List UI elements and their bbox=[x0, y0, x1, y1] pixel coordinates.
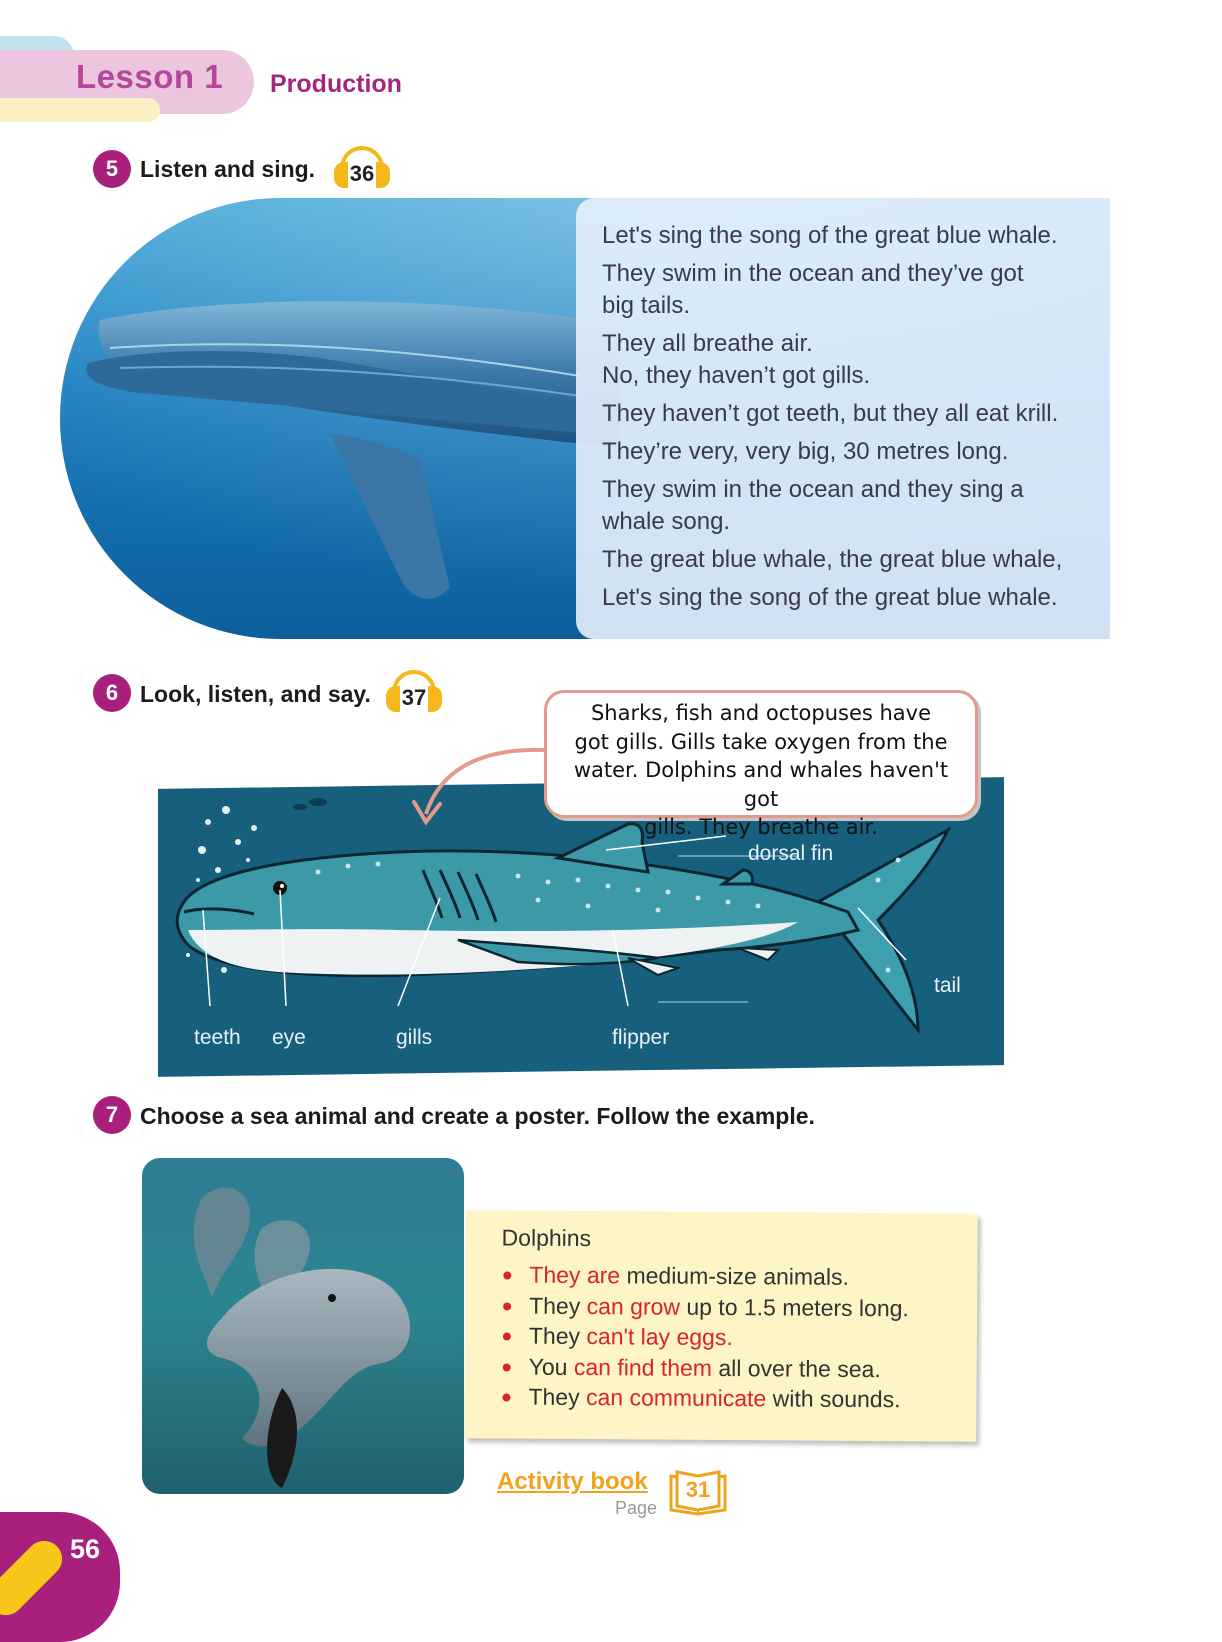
lyric-line: Let's sing the song of the great blue whale. bbox=[602, 222, 1058, 249]
activity-6-number: 6 bbox=[93, 674, 131, 712]
label-tail: tail bbox=[934, 974, 961, 997]
label-teeth: teeth bbox=[194, 1026, 241, 1049]
song-lyrics bbox=[576, 198, 1110, 639]
label-dorsal-fin: dorsal fin bbox=[748, 842, 834, 865]
callout-arrow-icon bbox=[410, 730, 550, 830]
section-title: Production bbox=[270, 70, 402, 98]
lyric-line: They haven’t got teeth, but they all eat krill. bbox=[602, 400, 1059, 427]
lyric-line: No, they haven’t got gills. bbox=[602, 362, 871, 389]
activity-6-instruction: Look, listen, and say. bbox=[140, 681, 371, 707]
header-stripe-yellow bbox=[0, 98, 160, 122]
activity-book-page-label: Page bbox=[615, 1498, 658, 1518]
callout-line: gills. They breathe air. bbox=[644, 815, 878, 839]
lyric-line: big tails. bbox=[602, 292, 691, 319]
dolphins-poster-card bbox=[464, 1210, 978, 1442]
list-item: You can find them all over the sea. bbox=[501, 1351, 977, 1385]
list-item: They can't lay eggs. bbox=[501, 1320, 977, 1354]
callout-line: water. Dolphins and whales haven't got bbox=[573, 758, 949, 811]
list-item: They are medium-size animals. bbox=[501, 1259, 977, 1293]
audio-track-number: 37 bbox=[401, 685, 427, 710]
lyric-line: They swim in the ocean and they’ve got bbox=[602, 260, 1024, 287]
activity-7-number: 7 bbox=[93, 1096, 131, 1134]
list-item: They can grow up to 1.5 meters long. bbox=[501, 1290, 977, 1324]
page-number: 56 bbox=[70, 1534, 101, 1564]
audio-track-number: 36 bbox=[349, 161, 375, 186]
activity-7-instruction: Choose a sea animal and create a poster. Follow the example. bbox=[140, 1103, 815, 1129]
list-item: They can communicate with sounds. bbox=[500, 1381, 976, 1415]
lyric-line: whale song. bbox=[602, 508, 731, 535]
audio-track-36-button[interactable] bbox=[332, 144, 392, 190]
gills-fact-callout bbox=[544, 690, 978, 839]
callout-line: got gills. Gills take oxygen from the bbox=[574, 729, 948, 754]
lyric-line: The great blue whale, the great blue whale, bbox=[602, 546, 1063, 573]
lyric-line: They all breathe air. bbox=[602, 330, 813, 357]
poster-facts-list bbox=[500, 1259, 977, 1415]
activity-5-number: 5 bbox=[93, 150, 131, 188]
lyric-line: Let's sing the song of the great blue whale. bbox=[602, 584, 1058, 611]
label-flipper: flipper bbox=[612, 1026, 670, 1049]
activity-book-page-number: 31 bbox=[685, 1477, 711, 1502]
lyric-line: They swim in the ocean and they sing a bbox=[602, 476, 1024, 503]
poster-title: Dolphins bbox=[501, 1224, 592, 1252]
label-gills: gills bbox=[396, 1026, 433, 1049]
label-eye: eye bbox=[272, 1026, 306, 1049]
audio-track-37-button[interactable] bbox=[384, 668, 444, 714]
callout-line: Sharks, fish and octopuses have bbox=[590, 701, 932, 725]
lesson-title: Lesson 1 bbox=[76, 58, 224, 95]
activity-book-link[interactable]: Activity book bbox=[497, 1468, 648, 1495]
activity-5-instruction: Listen and sing. bbox=[140, 156, 316, 182]
lyric-line: They’re very, very big, 30 metres long. bbox=[602, 438, 1009, 465]
dolphins-photo bbox=[142, 1158, 464, 1494]
